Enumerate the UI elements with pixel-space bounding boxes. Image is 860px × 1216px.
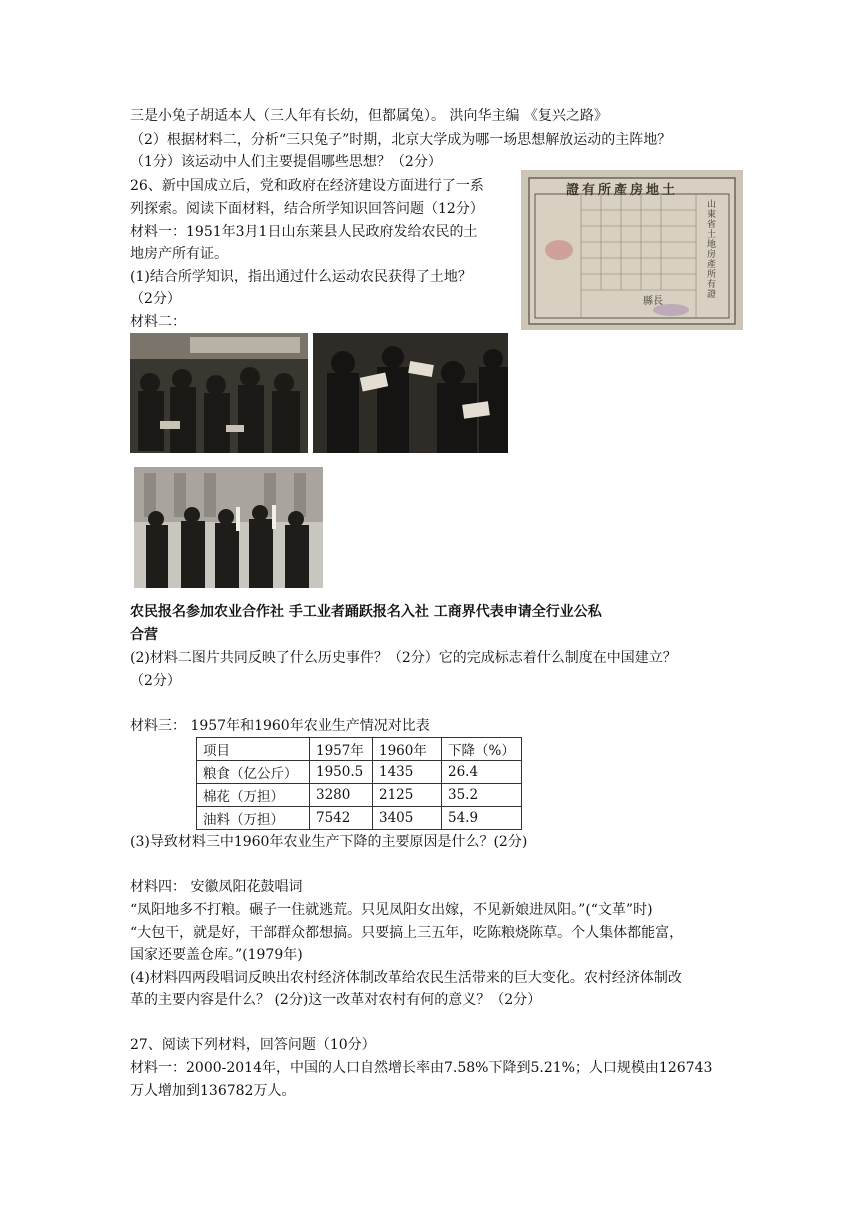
table-header-cell: 1960年 bbox=[373, 738, 442, 761]
text-line: 三是小兔子胡适本人（三人年有长幼，但都属兔）。 洪向华主编 《复兴之路》 bbox=[130, 108, 608, 124]
table-row bbox=[197, 807, 522, 830]
question-27-title: 27、阅读下列材料，回答问题（10分） bbox=[130, 1037, 376, 1053]
table-cell: 3280 bbox=[310, 784, 373, 807]
certificate-seal-text: 縣長 bbox=[643, 296, 663, 307]
table-row bbox=[197, 761, 522, 784]
table-cell: 26.4 bbox=[442, 761, 522, 784]
question-26-intro-1: 26、新中国成立后，党和政府在经济建设方面进行了一系 bbox=[130, 178, 484, 194]
question-1-line-2: （2分） bbox=[130, 291, 181, 307]
table-cell: 35.2 bbox=[442, 784, 522, 807]
photo-caption-line-2: 合营 bbox=[130, 627, 158, 643]
question-2-line-1: （2）根据材料二，分析“三只兔子”时期，北京大学成为哪一场思想解放运动的主阵地？ bbox=[130, 132, 672, 148]
material-2-label: 材料二： bbox=[130, 314, 186, 330]
table-row bbox=[197, 784, 522, 807]
agriculture-comparison-table bbox=[196, 737, 522, 830]
table-header-cell: 项目 bbox=[197, 738, 310, 761]
question-3-text: (3)导致材料三中1960年农业生产下降的主要原因是什么？(2分) bbox=[130, 834, 528, 850]
material-3-title: 材料三： 1957年和1960年农业生产情况对比表 bbox=[130, 718, 430, 734]
handicraft-workers-photo bbox=[313, 333, 508, 453]
table-cell: 1950.5 bbox=[310, 761, 373, 784]
table-cell: 粮食（亿公斤） bbox=[197, 761, 310, 784]
table-cell: 2125 bbox=[373, 784, 442, 807]
table-cell: 油料（万担） bbox=[197, 807, 310, 830]
material-4-lyric-3: 国家还要盖仓库。”(1979年) bbox=[130, 947, 303, 963]
business-representatives-photo bbox=[134, 467, 323, 588]
material-4-title: 材料四： 安徽凤阳花鼓唱词 bbox=[130, 879, 303, 895]
table-cell: 棉花（万担） bbox=[197, 784, 310, 807]
land-certificate-image bbox=[521, 170, 743, 330]
question-26-intro-2: 列探索。阅读下面材料，结合所学知识回答问题（12分） bbox=[130, 201, 484, 217]
question-1-line-1: (1)结合所学知识，指出通过什么运动农民获得了土地？ bbox=[130, 269, 472, 285]
material-4-lyric-1: “凤阳地多不打粮。碾子一住就逃荒。只见凤阳女出嫁，不见新娘进凤阳。”(“文革”时) bbox=[130, 902, 653, 918]
farmers-cooperative-photo bbox=[130, 333, 308, 453]
question-2-text-2: （2分） bbox=[130, 673, 181, 689]
material-4-lyric-2: “大包干，就是好，干部群众都想搞。只要搞上三五年，吃陈粮烧陈草。个人集体都能富， bbox=[130, 925, 684, 941]
question-2-line-2: （1分）该运动中人们主要提倡哪些思想？（2分） bbox=[130, 154, 442, 170]
table-cell: 3405 bbox=[373, 807, 442, 830]
table-cell: 54.9 bbox=[442, 807, 522, 830]
material-1-line-2: 地房产所有证。 bbox=[130, 246, 228, 262]
table-header-cell: 下降（%） bbox=[442, 738, 522, 761]
question-2-text-1: (2)材料二图片共同反映了什么历史事件？（2分）它的完成标志着什么制度在中国建立？ bbox=[130, 650, 677, 666]
photo-caption-line-1: 农民报名参加农业合作社 手工业者踊跃报名入社 工商界代表申请全行业公私 bbox=[130, 604, 602, 620]
material-1-line-1: 材料一：1951年3月1日山东莱县人民政府发给农民的土 bbox=[130, 224, 478, 240]
question-27-material-2: 万人增加到136782万人。 bbox=[130, 1083, 296, 1099]
table-header-cell: 1957年 bbox=[310, 738, 373, 761]
certificate-title: 證有所產房地土 bbox=[566, 183, 679, 198]
table-cell: 7542 bbox=[310, 807, 373, 830]
certificate-side-text: 山東省土地房產所有證 bbox=[707, 200, 717, 300]
table-header-row bbox=[197, 738, 522, 761]
table-cell: 1435 bbox=[373, 761, 442, 784]
question-27-material-1: 材料一：2000-2014年，中国的人口自然增长率由7.58%下降到5.21%；人口规模由126743 bbox=[130, 1060, 713, 1076]
question-4-text-1: (4)材料四两段唱词反映出农村经济体制改革给农民生活带来的巨大变化。农村经济体制改 bbox=[130, 970, 682, 986]
question-4-text-2: 革的主要内容是什么？ (2分)这一改革对农村有何的意义？（2分） bbox=[130, 992, 542, 1008]
